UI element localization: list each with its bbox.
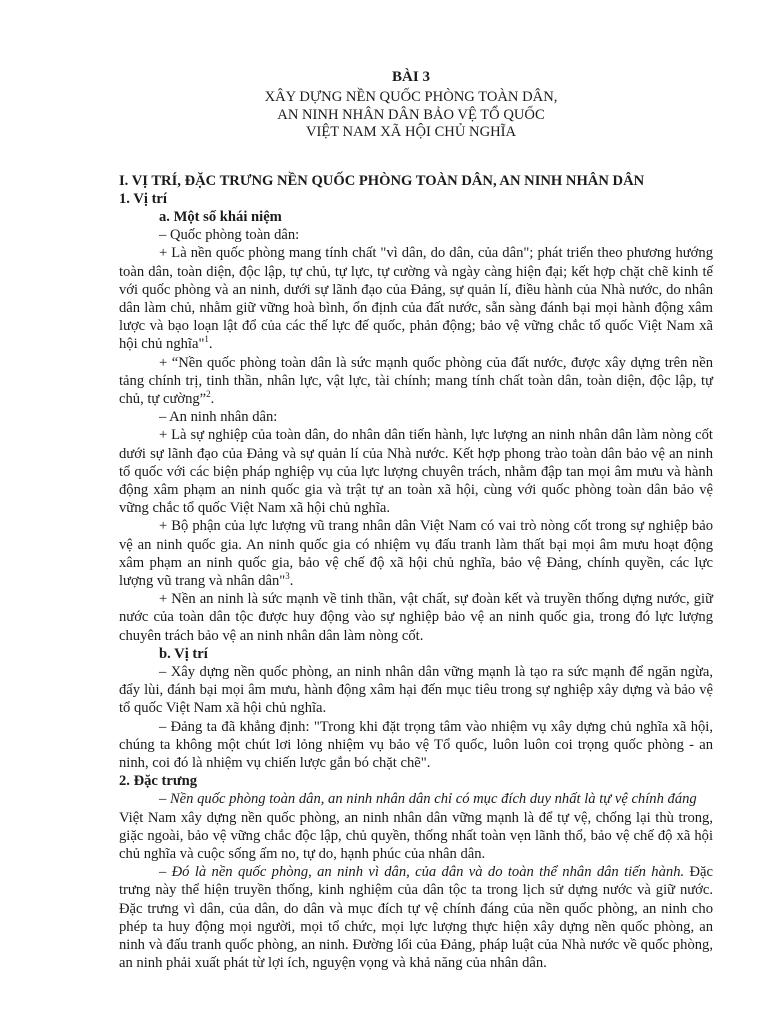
subheading-khai-niem: a. Một số khái niệm [159,208,282,225]
footnote-mark-3: 3 [285,571,290,582]
footnote-mark-2: 2 [206,389,211,400]
paragraph-b-1: – Xây dựng nền quốc phòng, an ninh nhân dân vững mạnh là tạo ra sức mạnh để ngăn ngừa, đẩy lùi, đánh bại mọi âm mưu, hành động xâm hại đến mục tiêu trong sự nghiệp xây dựng và bảo vệ tổ quốc Việt Nam xã hội chủ nghĩa. [119,663,713,717]
label-quoc-phong: – Quốc phòng toàn dân: [159,227,300,244]
paragraph-an-3: + Nền an ninh là sức mạnh về tinh thần, vật chất, sự đoàn kết và truyền thống dựng nước, giữ nước của toàn dân tộc được huy động vào sự nghiệp bảo vệ an ninh quốc gia, trong đó lực lượng chuyên trách bảo vệ an ninh nhân dân làm nòng cốt. [119,591,713,644]
lesson-title-line-3: VIỆT NAM XÃ HỘI CHỦ NGHĨA [305,124,517,140]
subheading-vi-tri: 1. Vị trí [119,190,167,207]
paragraph-an-1: + Là sự nghiệp của toàn dân, do nhân dân tiến hành, lực lượng an ninh nhân dân làm nòng cốt dưới sự lãnh đạo của Đảng và sự quản lí của Nhà nước. Kết hợp phong trào toàn dân bảo vệ an ninh tổ quốc với các biện pháp nghiệp vụ của lực lượng chuyên trách, nhằm đập tan mọi âm mưu và hành động xâm phạm an ninh quốc gia và trật tự an toàn xã hội, cùng với quốc phòng toàn dân bảo vệ vững chắc tổ quốc Việt Nam xã hội chủ nghĩa. [119,427,713,517]
paragraph-qp-2: + “Nền quốc phòng toàn dân là sức mạnh quốc phòng của đất nước, được xây dựng trên nền tảng chính trị, tinh thần, nhân lực, vật lực, tài chính; mang tính chất toàn dân, toàn diện, độc lập, tự chủ, tự cường”$^2$. [119,354,713,407]
lesson-number: BÀI 3 [392,69,430,85]
lesson-title-line-1: XÂY DỰNG NỀN QUỐC PHÒNG TOÀN DÂN, [264,89,558,105]
subheading-b-vi-tri: b. Vị trí [159,645,208,662]
label-an-ninh: – An ninh nhân dân: [159,409,278,426]
paragraph-dt-1-lead: – Nền quốc phòng toàn dân, an ninh nhân dân chỉ có mục đích duy nhất là tự vệ chính đáng [159,791,697,808]
paragraph-qp-1: + Là nền quốc phòng mang tính chất "vì dân, do dân, của dân"; phát triển theo phương hướng toàn dân, toàn diện, độc lập, tự chủ, tự lực, tự cường và ngày càng hiện đại; kết hợp chặt chẽ kinh tế với quốc phòng và an ninh, dưới sự lãnh đạo của Đảng, sự quản lí, điều hành của Nhà nước, do nhân dân làm chủ, nhằm giữ vững hoà bình, ổn định của đất nước, sẵn sàng đánh bại mọi hành động xâm lược và bạo loạn lật đổ của các thế lực đế quốc, phản động; bảo vệ vững chắc tổ quốc Việt Nam xã hội chủ nghĩa"$^1$. [119,245,713,353]
lesson-title-line-2: AN NINH NHÂN DÂN BẢO VỆ TỔ QUỐC [277,106,545,123]
footnote-mark-1: 1 [204,334,209,345]
subheading-dac-trung: 2. Đặc trưng [119,773,198,790]
title-block [109,68,713,142]
paragraph-dt-1: Việt Nam xây dựng nền quốc phòng, an ninh nhân dân vững mạnh là để tự vệ, chống lại thù trong, giặc ngoài, bảo vệ vững chắc độc lập, chủ quyền, thống nhất toàn vẹn lãnh thổ, bảo vệ chế độ xã hội chủ nghĩa và cuộc sống ấm no, tự do, hạnh phúc của nhân dân. [119,809,713,863]
paragraph-an-2: + Bộ phận của lực lượng vũ trang nhân dân Việt Nam có vai trò nòng cốt trong sự nghiệp bảo vệ an ninh quốc gia. An ninh quốc gia có nhiệm vụ đấu tranh làm thất bại mọi âm mưu hoạt động xâm phạm an ninh quốc gia, bảo vệ chế độ xã hội chủ nghĩa, bảo vệ Đảng, chính quyền, các lực lượng vũ trang và nhân dân"$^3$. [119,518,713,589]
section-heading: I. VỊ TRÍ, ĐẶC TRƯNG NỀN QUỐC PHÒNG TOÀN DÂN, AN NINH NHÂN DÂN [119,172,645,189]
paragraph-b-2: – Đảng ta đã khẳng định: "Trong khi đặt trọng tâm vào nhiệm vụ xây dựng chủ nghĩa xã hội, chúng ta không một chút lơi lỏng nhiệm vụ bảo vệ Tổ quốc, luôn luôn coi trọng quốc phòng - an ninh, coi đó là nhiệm vụ chiến lược gắn bó chặt chẽ". [119,718,713,771]
paragraph-dt-2: – Đó là nền quốc phòng, an ninh vì dân, của dân và do toàn thể nhân dân tiến hành. Đặc trưng này thể hiện truyền thống, kinh nghiệm của dân tộc ta trong lịch sử dựng nước và giữ nước. Đặc trưng vì dân, của dân, do dân và mục đích tự vệ chính đáng của nền quốc phòng, an ninh cho phép ta huy động mọi người, mọi tổ chức, mọi lực lượng thực hiện xây dựng nền quốc phòng, an ninh và đấu tranh quốc phòng, an ninh. Đường lối của Đảng, pháp luật của Nhà nước về quốc phòng, an ninh phải xuất phát từ lợi ích, nguyện vọng và khả năng của nhân dân. [119,864,713,972]
